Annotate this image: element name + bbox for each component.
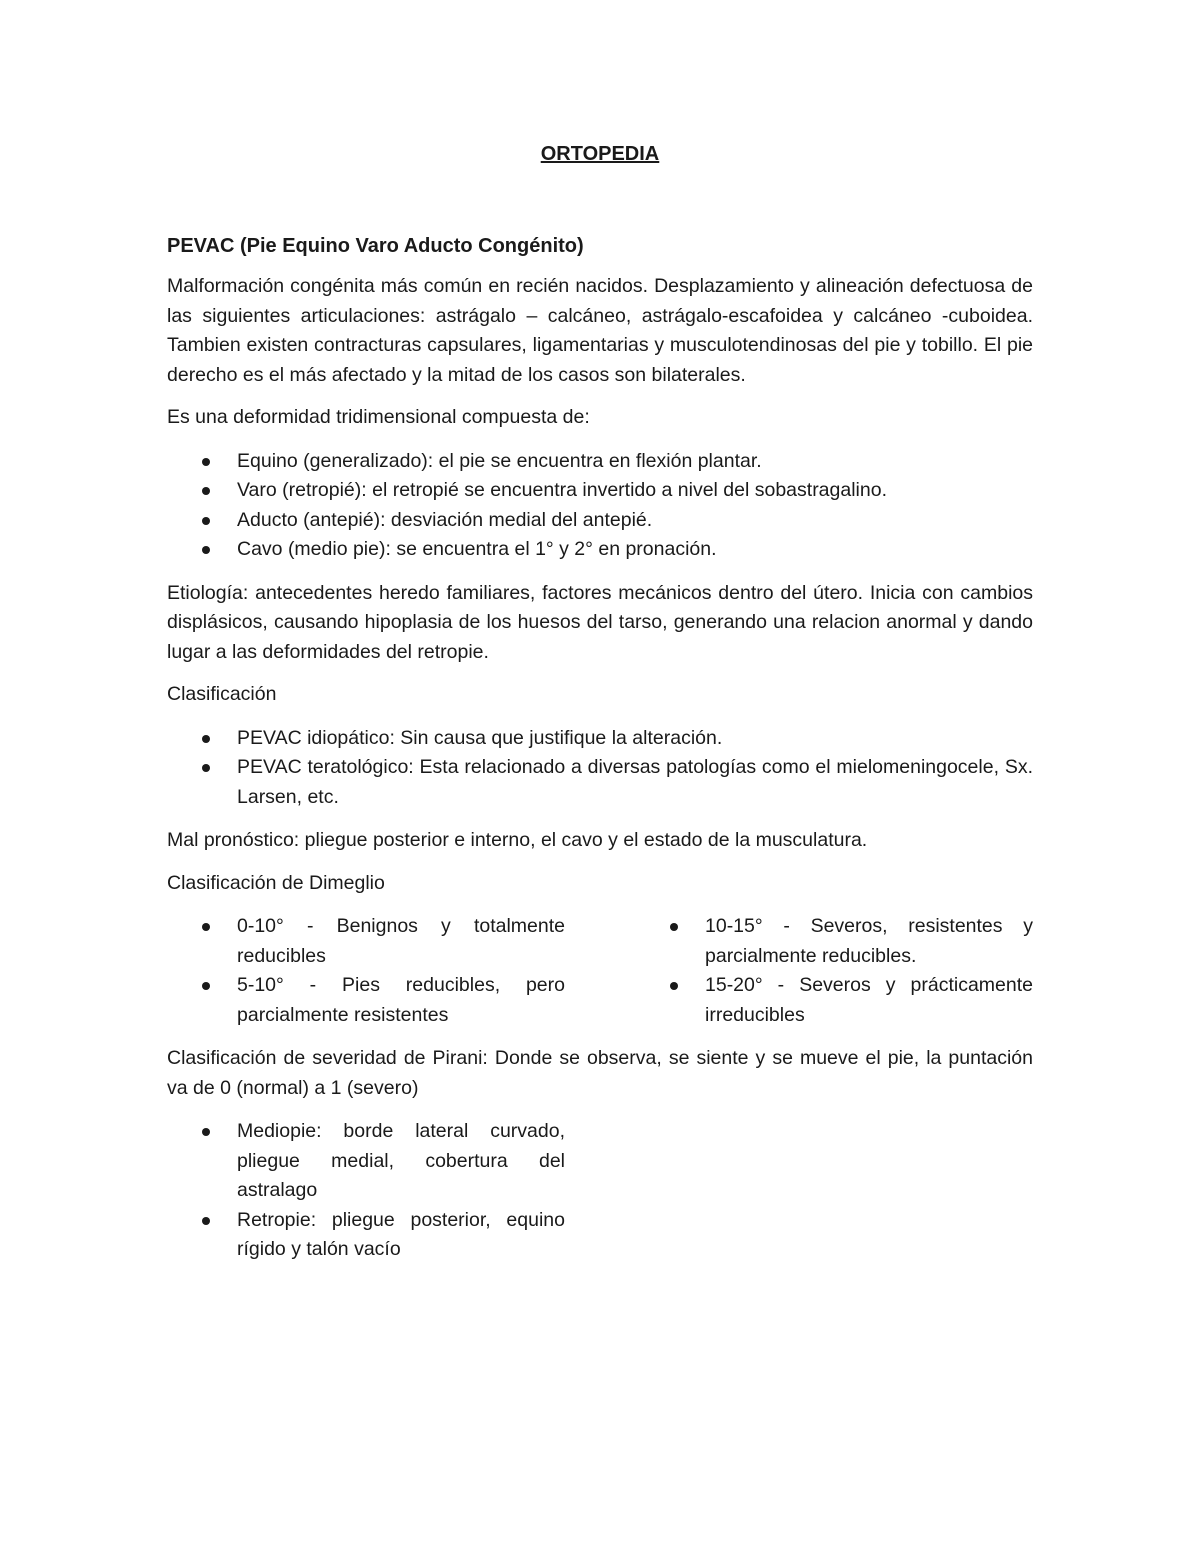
- bullet-icon: [202, 923, 210, 931]
- document-title: ORTOPEDIA: [540, 143, 660, 165]
- list-item: Equino (generalizado): el pie se encuentra en flexión plantar.: [167, 447, 1033, 477]
- deformity-list: [167, 447, 1033, 565]
- list-item: Retropie: pliegue posterior, equino rígido y talón vacío: [167, 1206, 565, 1265]
- intro-paragraph: Malformación congénita más común en recién nacidos. Desplazamiento y alineación defectuosa de las siguientes articulaciones: astrágalo – calcáneo, astrágalo-escafoidea y calcáneo -cuboidea. Tambien existen contracturas capsulares, ligamentarias y musculotendinosas del pie y tobillo. El pie derecho es el más afectado y la mitad de los casos son bilaterales.: [167, 275, 1033, 386]
- bullet-icon: [202, 1128, 210, 1136]
- deformity-intro: Es una deformidad tridimensional compuesta de:: [167, 406, 590, 428]
- list-item: Aducto (antepié): desviación medial del antepié.: [167, 506, 1033, 536]
- list-item: PEVAC teratológico: Esta relacionado a diversas patologías como el mielomeningocele, Sx. Larsen, etc.: [167, 753, 1033, 812]
- list-item: 15-20° - Severos y prácticamente irreducibles: [635, 971, 1033, 1030]
- bullet-icon: [670, 982, 678, 990]
- bullet-icon: [202, 458, 210, 466]
- list-item: 0-10° - Benignos y totalmente reducibles: [167, 912, 565, 971]
- list-item: 5-10° - Pies reducibles, pero parcialmente resistentes: [167, 971, 565, 1030]
- bullet-icon: [202, 735, 210, 743]
- dimeglio-label: Clasificación de Dimeglio: [167, 871, 385, 894]
- bullet-icon: [202, 487, 210, 495]
- classification-list: [167, 724, 1033, 813]
- bullet-icon: [202, 546, 210, 554]
- bullet-icon: [202, 982, 210, 990]
- pirani-paragraph: Clasificación de severidad de Pirani: Donde se observa, se siente y se mueve el pie, la puntación va de 0 (normal) a 1 (severo): [167, 1047, 1033, 1099]
- list-item: Varo (retropié): el retropié se encuentra invertido a nivel del sobastragalino.: [167, 476, 1033, 506]
- dimeglio-right-list: [635, 912, 1033, 1030]
- pirani-list: [167, 1117, 565, 1265]
- section-heading: PEVAC (Pie Equino Varo Aducto Congénito): [167, 235, 584, 257]
- prognosis-paragraph: Mal pronóstico: pliegue posterior e interno, el cavo y el estado de la musculatura.: [167, 829, 868, 851]
- classification-label: Clasificación: [167, 683, 277, 705]
- dimeglio-left-list: [167, 912, 565, 1030]
- etiology-paragraph: Etiología: antecedentes heredo familiares, factores mecánicos dentro del útero. Inicia con cambios displásicos, causando hipoplasia de los huesos del tarso, generando una relacion anormal y dando lugar a las deformidades del retropie.: [167, 581, 1033, 663]
- list-item: Cavo (medio pie): se encuentra el 1° y 2° en pronación.: [167, 535, 1033, 565]
- list-item: 10-15° - Severos, resistentes y parcialmente reducibles.: [635, 912, 1033, 971]
- list-item: Mediopie: borde lateral curvado, pliegue medial, cobertura del astralago: [167, 1117, 565, 1206]
- bullet-icon: [202, 1217, 210, 1225]
- dimeglio-columns: [167, 912, 1033, 1030]
- bullet-icon: [670, 923, 678, 931]
- document-body: [167, 138, 1033, 1265]
- bullet-icon: [202, 764, 210, 772]
- list-item: PEVAC idiopático: Sin causa que justifique la alteración.: [167, 724, 1033, 754]
- bullet-icon: [202, 517, 210, 525]
